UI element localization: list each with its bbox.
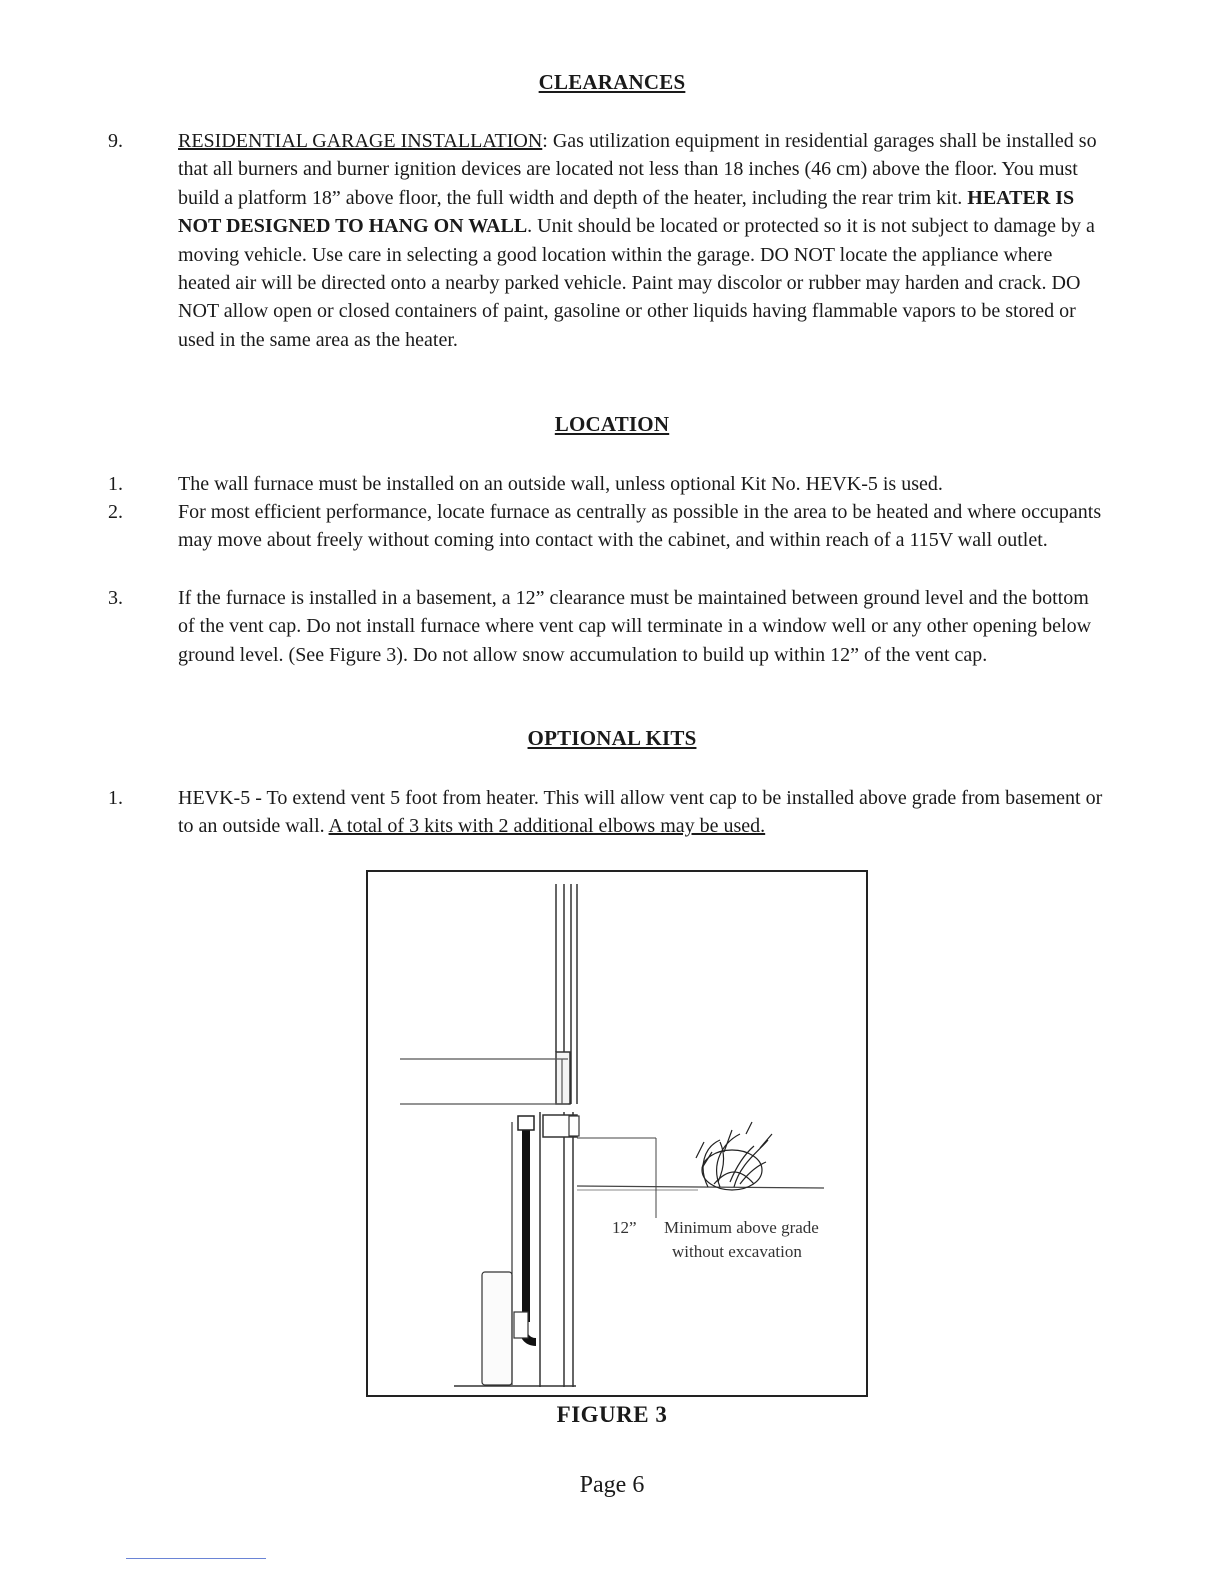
item-text (178, 127, 1108, 354)
item-body-2: . Unit should be located or protected so it is not subject to damage by a moving vehicle. Use care in selecting a good location within the garage. DO NOT locate the appliance where heated air will be directed onto a nearby parked vehicle. Paint may discolor or rubber may harden and crack. DO NOT allow open or closed containers of paint, gasoline or other liquids having flammable vapors to be stored or used in the same area as the heater. (178, 215, 1095, 351)
item-title: RESIDENTIAL GARAGE INSTALLATION (178, 130, 543, 152)
item-number: 9. (108, 130, 123, 152)
location-heading: LOCATION (554, 412, 670, 436)
figure-caption: FIGURE 3 (556, 1402, 668, 1427)
item-text (178, 784, 1108, 841)
item-number: 3. (108, 587, 123, 609)
annotation-line-1: Minimum above grade (664, 1218, 819, 1237)
item-text: The wall furnace must be installed on an outside wall, unless optional Kit No. HEVK-5 is used. (178, 473, 943, 495)
shrub-icon (696, 1122, 772, 1190)
page-number: Page 6 (579, 1472, 645, 1498)
annotation-line-2: without excavation (672, 1242, 802, 1261)
item-body-1: : Gas utilization equipment in residential garages shall be installed so that all burners and burner ignition devices are located not less than 18 inches (46 cm) above the floor. You must build a platform 18” above floor, the full width and depth of the heater, including the rear trim kit. (178, 130, 1097, 209)
item-number: 1. (108, 787, 123, 809)
item-body: HEVK-5 - To extend vent 5 foot from heater. This will allow vent cap to be installed above grade from basement or to an outside wall. (178, 787, 1103, 838)
item-number: 2. (108, 501, 123, 523)
item-text: For most efficient performance, locate furnace as centrally as possible in the area to be heated and where occupants may move about freely without coming into contact with the cabinet, and within reach of a 115V wall outlet. (178, 501, 1102, 552)
item-text: If the furnace is installed in a basement, a 12” clearance must be maintained between ground level and the bottom of the vent cap. Do not install furnace where vent cap will terminate in a window well or any other opening below ground level. (See Figure 3). Do not allow snow accumulation to build up within 12” of the vent cap. (178, 587, 1092, 666)
footer-rule (126, 1558, 266, 1559)
item-number: 1. (108, 473, 123, 495)
installation-illustration (368, 872, 868, 1397)
dimension-label: 12” (612, 1218, 637, 1237)
optional-kits-heading: OPTIONAL KITS (527, 726, 697, 750)
figure-3-diagram (366, 870, 868, 1397)
item-warning: HEATER IS NOT DESIGNED TO HANG ON WALL (178, 186, 1075, 238)
item-note: A total of 3 kits with 2 additional elbows may be used. (328, 815, 766, 838)
clearances-heading: CLEARANCES (538, 70, 686, 94)
